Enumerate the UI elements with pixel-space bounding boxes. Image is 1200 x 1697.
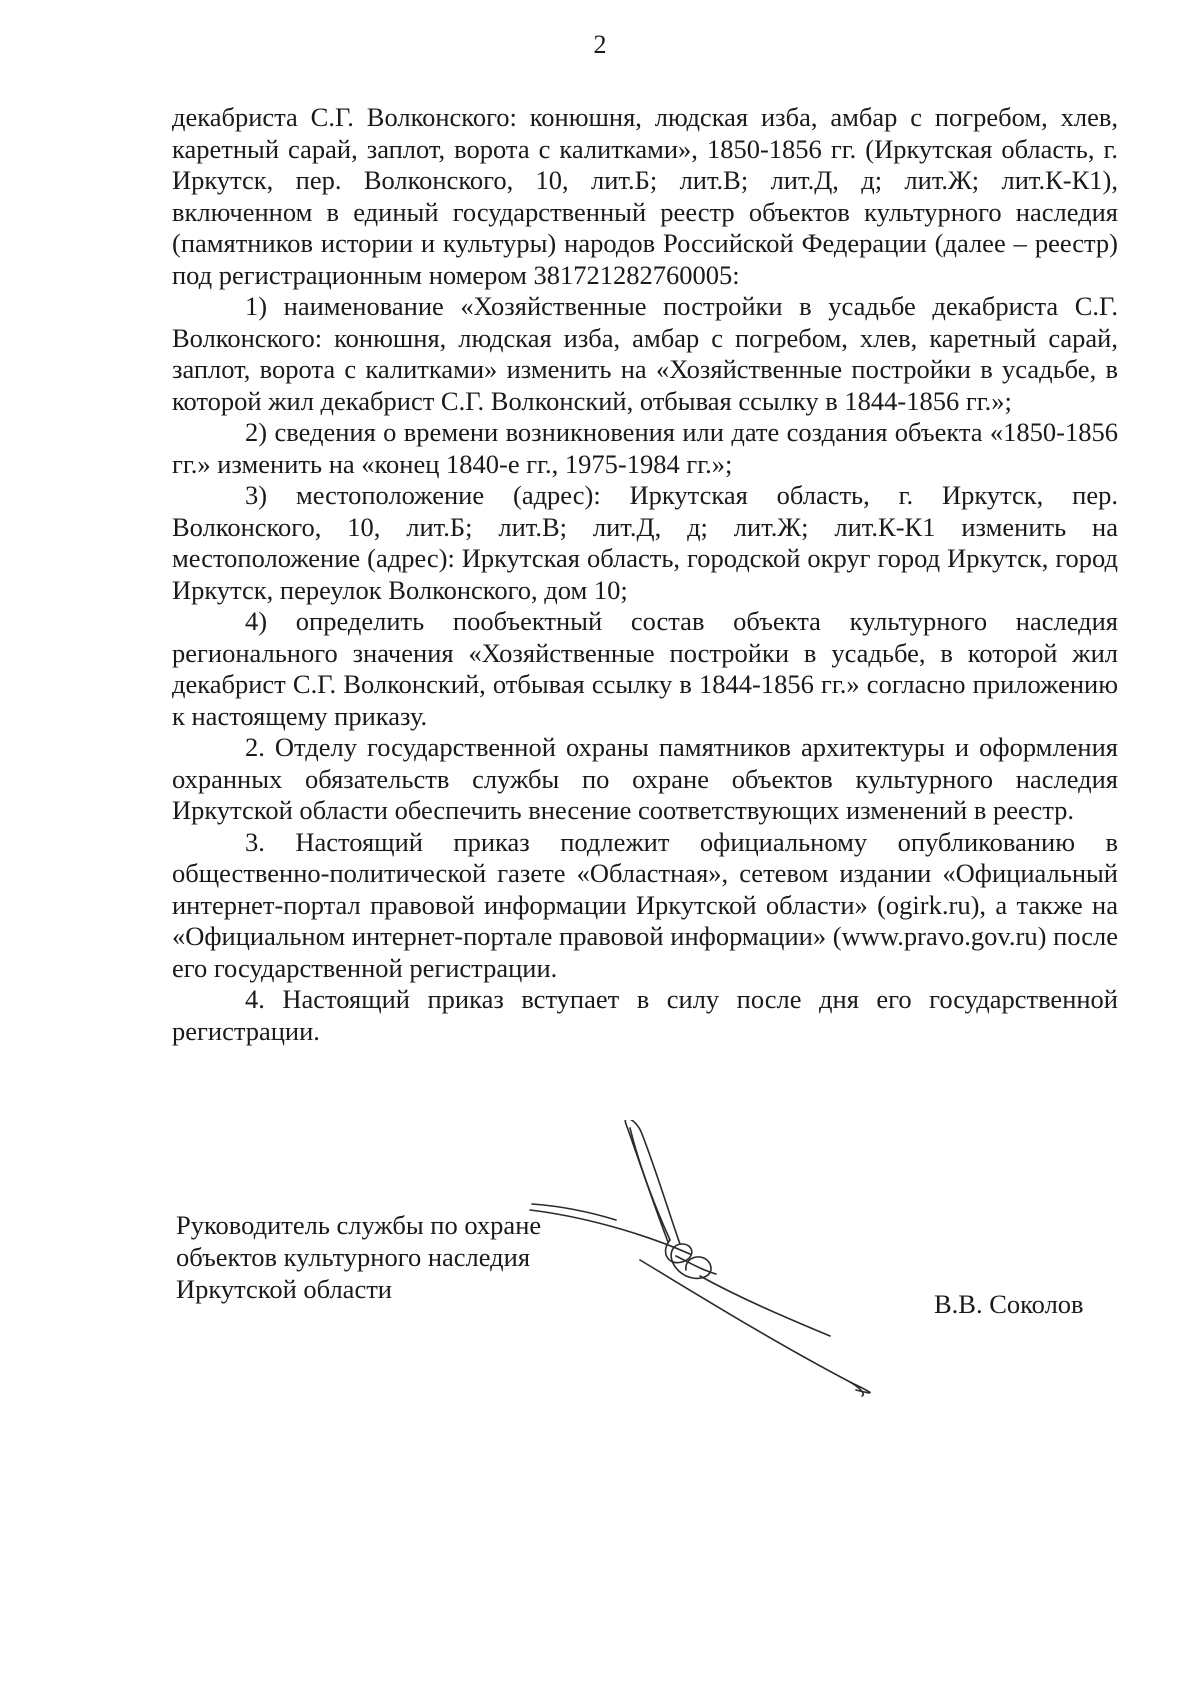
paragraph-clause-3: 3. Настоящий приказ подлежит официальному опубликованию в общественно-политической газете «Областная», сетевом издании «Официальный интернет-портал правовой информации Иркутской области» (ogirk.ru), а также на «Официальном интернет-портале правовой информации» (www.pravo.gov.ru) после его государственной регистрации. [172, 826, 1118, 983]
handwritten-signature [520, 1120, 940, 1420]
signatory-position [176, 1209, 541, 1305]
signatory-position-line: Руководитель службы по охране [176, 1210, 542, 1240]
paragraph-item-3: 3) местоположение (адрес): Иркутская область, г. Иркутск, пер. Волконского, 10, лит.Б; лит.В; лит.Д, д; лит.Ж; лит.К-К1 изменить на местоположение (адрес): Иркутская область, городской округ город Иркутск, город Иркутск, переулок Волконского, дом 10; [172, 480, 1118, 605]
signatory-position-line: Иркутской области [176, 1274, 392, 1304]
page-number: 2 [593, 30, 607, 59]
signatory-position-line: объектов культурного наследия [176, 1242, 531, 1272]
paragraph-clause-4: 4. Настоящий приказ вступает в силу после дня его государственной регистрации. [172, 984, 1118, 1046]
paragraph-continuation: декабриста С.Г. Волконского: конюшня, людская изба, амбар с погребом, хлев, каретный сарай, заплот, ворота с калитками», 1850-1856 гг. (Иркутская область, г. Иркутск, пер. Волконского, 10, лит.Б; лит.В; лит.Д, д; лит.Ж; лит.К-К1), включенном в единый государственный реестр объектов культурного наследия (памятников истории и культуры) народов Российской Федерации (далее – реестр) под регистрационным номером 381721282760005: [172, 102, 1118, 290]
signatory-name: В.В. Соколов [934, 1289, 1084, 1319]
paragraph-item-1: 1) наименование «Хозяйственные постройки в усадьбе декабриста С.Г. Волконского: конюшня, людская изба, амбар с погребом, хлев, каретный сарай, заплот, ворота с калитками» изменить на «Хозяйственные постройки в усадьбе, в которой жил декабрист С.Г. Волконский, отбывая ссылку в 1844-1856 гг.»; [172, 291, 1118, 416]
paragraph-clause-2: 2. Отделу государственной охраны памятников архитектуры и оформления охранных обязательств службы по охране объектов культурного наследия Иркутской области обеспечить внесение соответствующих изменений в реестр. [172, 732, 1118, 825]
paragraph-item-4: 4) определить пообъектный состав объекта культурного наследия регионального значения «Хозяйственные постройки в усадьбе, в которой жил декабрист С.Г. Волконский, отбывая ссылку в 1844-1856 гг.» согласно приложению к настоящему приказу. [172, 606, 1118, 731]
paragraph-item-2: 2) сведения о времени возникновения или дате создания объекта «1850-1856 гг.» изменить на «конец 1840-е гг., 1975-1984 гг.»; [172, 417, 1118, 479]
document-body [172, 102, 1118, 1047]
